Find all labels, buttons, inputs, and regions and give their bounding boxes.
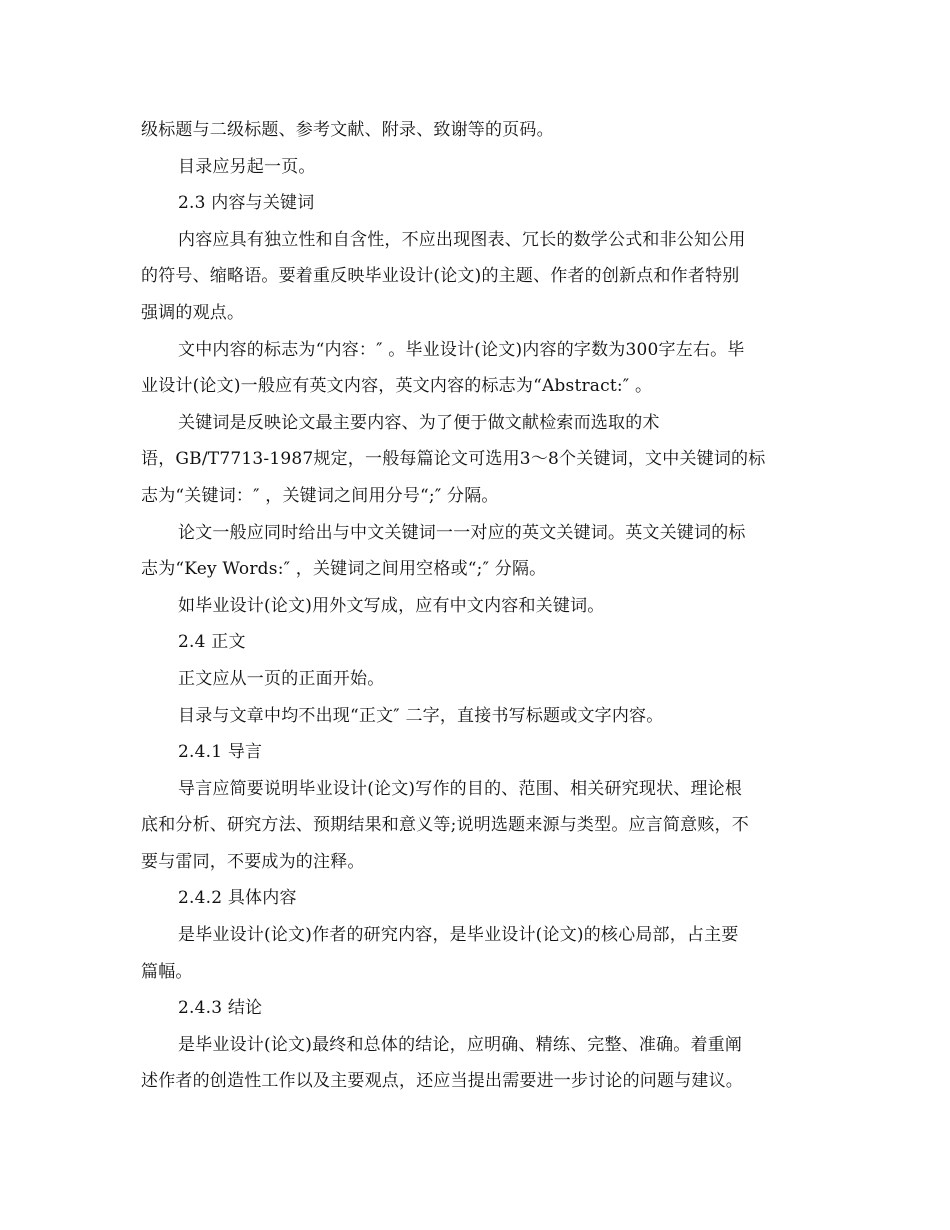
text-line: 志为“关键词：″ ，关键词之间用分号“;″ 分隔。: [141, 485, 499, 506]
text-line: 语，GB/T7713-1987规定，一般每篇论文可选用3～8个关键词，文中关键词的标: [141, 449, 766, 470]
text-line: 是毕业设计(论文)作者的研究内容，是毕业设计(论文)的核心局部，占主要: [178, 925, 739, 946]
text-line: 导言应简要说明毕业设计(论文)写作的目的、范围、相关研究现状、理论根: [178, 778, 743, 799]
text-line: 目录应另起一页。: [178, 156, 316, 177]
text-line: 述作者的创造性工作以及主要观点，还应当提出需要进一步讨论的问题与建议。: [141, 1071, 743, 1092]
subsection-heading: 2.4.3 结论: [178, 998, 263, 1019]
text-line: 业设计(论文)一般应有英文内容，英文内容的标志为“Abstract:″ 。: [141, 376, 653, 397]
text-line: 底和分析、研究方法、预期结果和意义等;说明选题来源与类型。应言简意赅，不: [141, 815, 749, 836]
text-line: 正文应从一页的正面开始。: [178, 668, 385, 689]
text-line: 论文一般应同时给出与中文关键词一一对应的英文关键词。英文关键词的标: [178, 522, 746, 543]
text-line: 文中内容的标志为“内容：″ 。毕业设计(论文)内容的字数为300字左右。毕: [178, 339, 745, 360]
subsection-heading: 2.4.2 具体内容: [178, 888, 297, 909]
document-body: [141, 112, 809, 1100]
text-line: 关键词是反映论文最主要内容、为了便于做文献检索而选取的术: [178, 412, 660, 433]
section-heading: 2.4 正文: [178, 632, 246, 653]
text-line: 目录与文章中均不出现“正文″ 二字，直接书写标题或文字内容。: [178, 705, 664, 726]
text-line: 是毕业设计(论文)最终和总体的结论，应明确、精练、完整、准确。着重阐: [178, 1034, 743, 1055]
text-line: 级标题与二级标题、参考文献、附录、致谢等的页码。: [141, 120, 554, 140]
text-line: 要与雷同，不要成为的注释。: [141, 851, 365, 872]
subsection-heading: 2.4.1 导言: [178, 742, 263, 763]
text-line: 篇幅。: [141, 961, 193, 982]
section-heading: 2.3 内容与关键词: [178, 193, 315, 214]
text-line: 强调的观点。: [141, 302, 245, 323]
text-line: 内容应具有独立性和自含性，不应出现图表、冗长的数学公式和非公知公用: [178, 229, 746, 250]
text-line: 志为“Key Words:″ ，关键词之间用空格或“;″ 分隔。: [141, 559, 547, 580]
text-line: 如毕业设计(论文)用外文写成，应有中文内容和关键词。: [178, 595, 605, 616]
text-line: 的符号、缩略语。要着重反映毕业设计(论文)的主题、作者的创新点和作者特别: [141, 266, 740, 287]
